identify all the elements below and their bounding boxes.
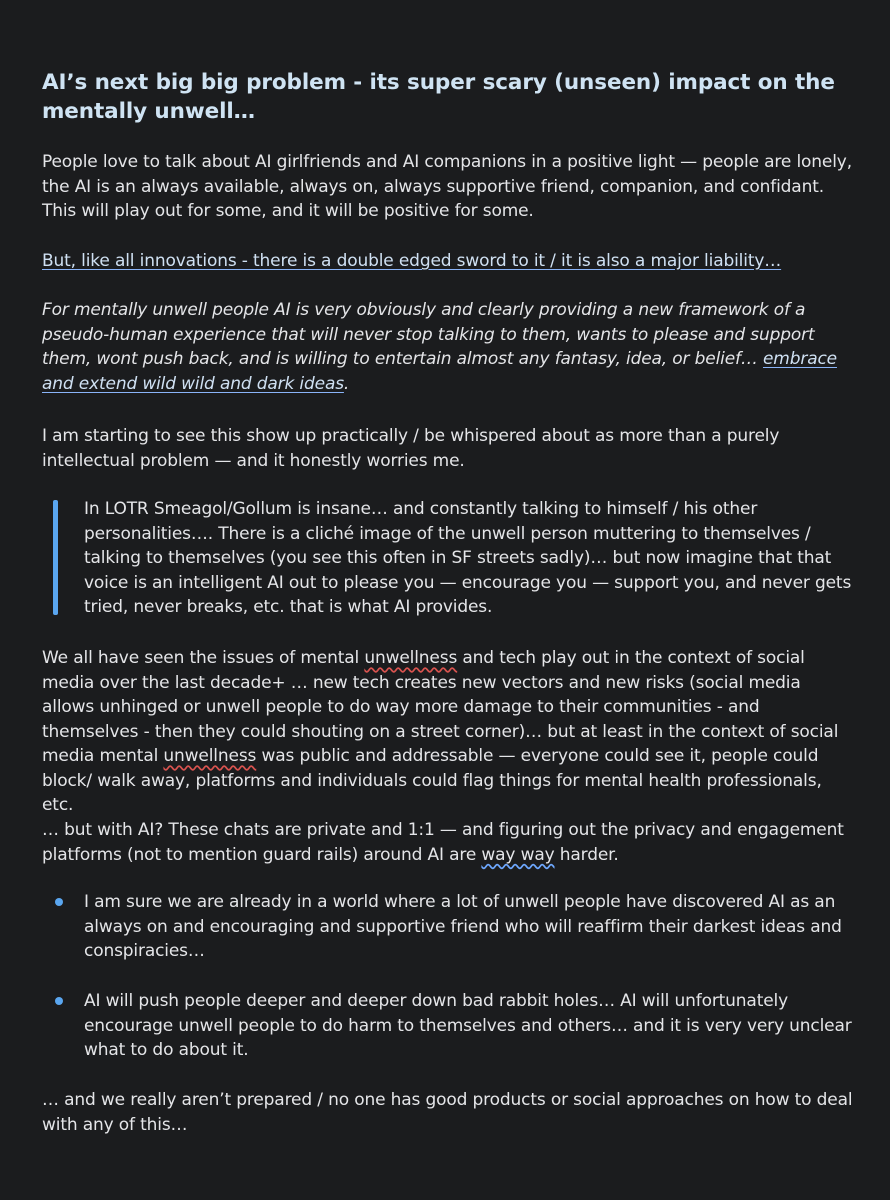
paragraph-social-media [42,646,857,818]
blockquote-lotr: In LOTR Smeagol/Gollum is insane… and constantly talking to himself / his other personalities…. There is a cliché image of the unwell person muttering to themselves / talking to themselves (you see this often in SF streets sadly)… but now imagine that that voice is an intelligent AI out to please you — encourage you — support you, and never gets tried, never breaks, etc. that is what AI provides. [84,499,852,617]
grammar-check-phrase[interactable]: way way [481,844,555,865]
bullet-dot-icon [55,997,63,1005]
social-media-text-a: We all have seen the issues of mental [42,648,365,668]
paragraph-worries: I am starting to see this show up practically / be whispered about as more than a purely intellectual problem — and it honestly worries me. [42,426,780,471]
paragraph-not-prepared: … and we really aren’t prepared / no one has good products or social approaches on how to deal with any of this… [42,1090,853,1135]
document-title: AI’s next big big problem - its super scary (unseen) impact on the mentally unwell… [42,70,835,124]
but-with-ai-text-b: harder. [554,844,619,865]
bullet-item-unwell-people: I am sure we are already in a world where a lot of unwell people have discovered AI as an always on and encouraging and supportive friend who will reaffirm their darkest ideas and conspiracies… [84,892,842,961]
mentally-unwell-text: For mentally unwell people AI is very obviously and clearly providing a new framework of a pseudo-human experience that will never stop talking to them, wants to please and support them, wont push back, and is willing to entertain almost any fantasy, idea, or belief… [42,300,815,369]
paragraph-double-edged [42,249,857,274]
paragraph-mentally-unwell [42,298,857,396]
paragraph-intro: People love to talk about AI girlfriends and AI companions in a positive light — people are lonely, the AI is an always available, always on, always supportive friend, companion, and confidant. This will play out for some, and it will be positive for some. [42,152,852,221]
double-edged-link[interactable]: But, like all innovations - there is a double edged sword to it / it is also a major liability… [42,251,782,271]
social-media-text-b: and tech play out in the context of social media over the last decade+ … new tech creates new vectors and new risks (social media allows unhinged or unwell people to do way more damage to their communities - and themselves - then they could shouting on a street corner)… but at least in the context of social media mental [42,648,839,766]
paragraph-but-with-ai [42,818,857,867]
bullet-item-rabbit-holes: AI will push people deeper and deeper down bad rabbit holes… AI will unfortunately encourage unwell people to do harm to themselves and others… and it is very very unclear what to do about it. [84,991,852,1060]
spellcheck-word[interactable]: unwellness [364,648,458,668]
wild-ideas-link[interactable]: embrace and extend wild wild and dark ideas [42,349,837,394]
spellcheck-word[interactable]: unwellness [163,746,257,766]
blockquote-bar [53,500,58,615]
social-media-text-c: was public and addressable — everyone could see it, people could block/ walk away, platforms and individuals could flag things for mental health professionals, etc. [42,746,822,815]
mentally-unwell-period: . [343,373,350,394]
bullet-dot-icon [55,898,63,906]
but-with-ai-text-a: … but with AI? These chats are private and 1:1 — and figuring out the privacy and engagement platforms (not to mention guard rails) around AI are [42,820,844,865]
